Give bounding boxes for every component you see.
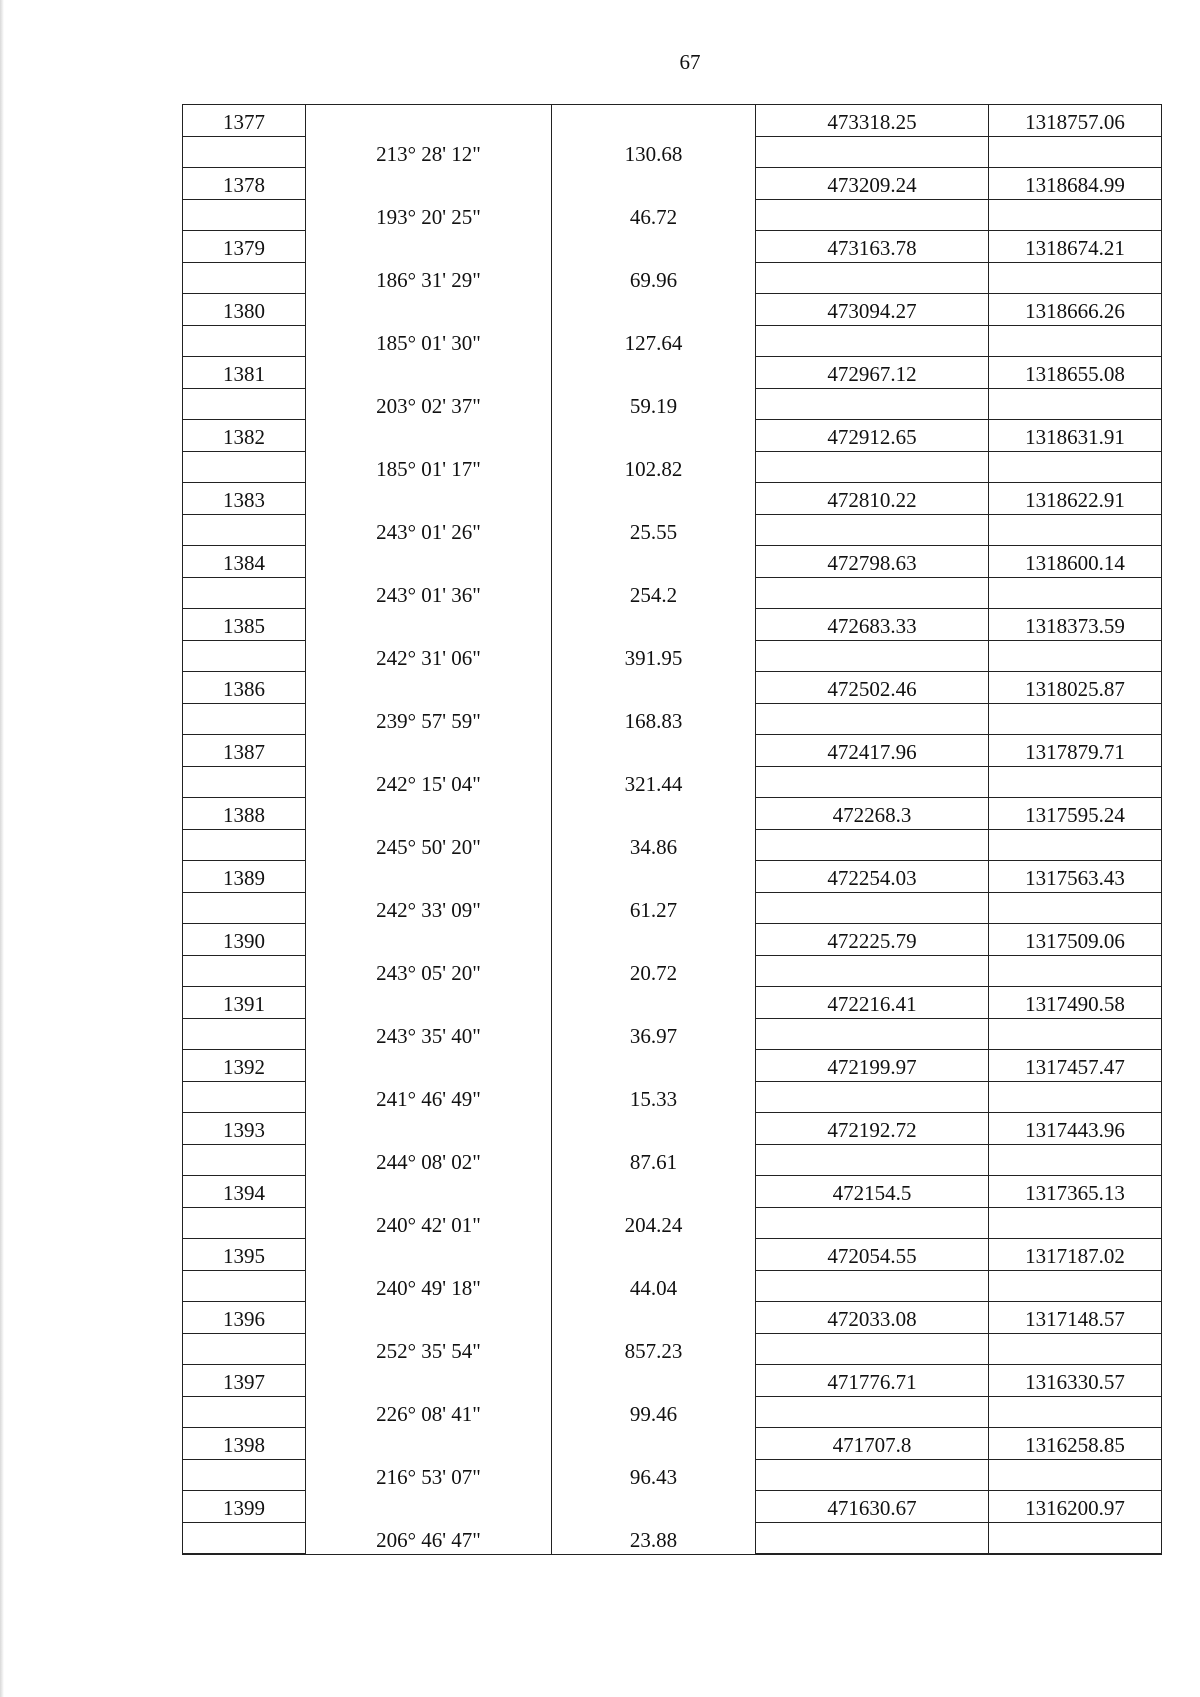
point-blank-cell	[183, 578, 305, 610]
x-coordinate-cell: 472192.72	[756, 1113, 988, 1145]
distance-blank-cell	[552, 672, 755, 704]
y-blank-cell	[989, 452, 1161, 484]
bearing-blank-cell	[306, 1491, 551, 1523]
y-coordinate-cell: 1318674.21	[989, 231, 1161, 263]
point-blank-cell	[183, 452, 305, 484]
bearing-cell: 245° 50' 20"	[376, 835, 481, 859]
point-blank-cell	[183, 1082, 305, 1114]
distance-blank-cell	[552, 861, 755, 893]
distance-blank-cell	[552, 1113, 755, 1145]
x-blank-cell	[756, 1397, 988, 1429]
x-blank-cell	[756, 263, 988, 295]
x-blank-cell	[756, 767, 988, 799]
x-blank-cell	[756, 1208, 988, 1240]
x-coordinate-cell: 471630.67	[756, 1491, 988, 1523]
distance-cell: 130.68	[624, 142, 683, 166]
x-blank-cell	[756, 326, 988, 358]
point-number-cell: 1381	[183, 357, 305, 389]
y-blank-cell	[989, 1145, 1161, 1177]
point-number-cell: 1396	[183, 1302, 305, 1334]
bearing-cell: 243° 01' 26"	[376, 520, 481, 544]
distance-blank-cell	[552, 105, 755, 137]
distance-blank-cell	[552, 231, 755, 263]
distance-cell: 321.44	[624, 772, 683, 796]
y-coordinate-cell: 1316258.85	[989, 1428, 1161, 1460]
point-number-cell: 1388	[183, 798, 305, 830]
bearing-cell: 193° 20' 25"	[376, 205, 481, 229]
bearing-blank-cell	[306, 546, 551, 578]
point-blank-cell	[183, 1019, 305, 1051]
x-coordinate-cell: 473163.78	[756, 231, 988, 263]
y-coordinate-cell: 1318631.91	[989, 420, 1161, 452]
distance-cell: 34.86	[629, 835, 678, 859]
y-coordinate-cell: 1318600.14	[989, 546, 1161, 578]
y-blank-cell	[989, 1082, 1161, 1114]
point-number-cell: 1387	[183, 735, 305, 767]
x-blank-cell	[756, 830, 988, 862]
y-blank-cell	[989, 200, 1161, 232]
x-blank-cell	[756, 1334, 988, 1366]
bearing-cell: 241° 46' 49"	[376, 1087, 481, 1111]
point-number-cell: 1386	[183, 672, 305, 704]
distance-cell: 127.64	[624, 331, 683, 355]
x-coordinate-cell: 472268.3	[756, 798, 988, 830]
x-blank-cell	[756, 515, 988, 547]
bearing-cell: 213° 28' 12"	[376, 142, 481, 166]
y-coordinate-cell: 1317879.71	[989, 735, 1161, 767]
y-coordinate-column	[989, 105, 1161, 1554]
bearing-blank-cell	[306, 861, 551, 893]
y-coordinate-cell: 1317490.58	[989, 987, 1161, 1019]
distance-blank-cell	[552, 1050, 755, 1082]
x-coordinate-cell: 472683.33	[756, 609, 988, 641]
point-blank-cell	[183, 137, 305, 169]
distance-blank-cell	[552, 294, 755, 326]
y-blank-cell	[989, 956, 1161, 988]
point-blank-cell	[183, 1334, 305, 1366]
bearing-blank-cell	[306, 735, 551, 767]
x-coordinate-cell: 473209.24	[756, 168, 988, 200]
bearing-cell: 185° 01' 30"	[376, 331, 481, 355]
y-blank-cell	[989, 1460, 1161, 1492]
y-blank-cell	[989, 1523, 1161, 1555]
distance-cell: 44.04	[629, 1276, 678, 1300]
y-blank-cell	[989, 641, 1161, 673]
bearing-cell: 242° 31' 06"	[376, 646, 481, 670]
x-coordinate-cell: 472502.46	[756, 672, 988, 704]
distance-blank-cell	[552, 987, 755, 1019]
y-coordinate-cell: 1317148.57	[989, 1302, 1161, 1334]
distance-blank-cell	[552, 1302, 755, 1334]
bearing-blank-cell	[306, 609, 551, 641]
point-blank-cell	[183, 830, 305, 862]
bearing-blank-cell	[306, 231, 551, 263]
y-coordinate-cell: 1317443.96	[989, 1113, 1161, 1145]
y-blank-cell	[989, 263, 1161, 295]
distance-cell: 46.72	[629, 205, 678, 229]
y-coordinate-cell: 1316200.97	[989, 1491, 1161, 1523]
point-number-cell: 1390	[183, 924, 305, 956]
x-coordinate-cell: 472417.96	[756, 735, 988, 767]
distance-blank-cell	[552, 1491, 755, 1523]
distance-blank-cell	[552, 1428, 755, 1460]
bearing-blank-cell	[306, 1302, 551, 1334]
distance-blank-cell	[552, 546, 755, 578]
point-blank-cell	[183, 263, 305, 295]
x-blank-cell	[756, 578, 988, 610]
bearing-cell: 216° 53' 07"	[376, 1465, 481, 1489]
y-coordinate-cell: 1318684.99	[989, 168, 1161, 200]
bearing-cell: 226° 08' 41"	[376, 1402, 481, 1426]
distance-cell: 59.19	[629, 394, 678, 418]
distance-cell: 23.88	[629, 1528, 678, 1552]
y-coordinate-cell: 1317457.47	[989, 1050, 1161, 1082]
distance-cell: 102.82	[624, 457, 683, 481]
y-blank-cell	[989, 1019, 1161, 1051]
distance-cell: 25.55	[629, 520, 678, 544]
x-blank-cell	[756, 452, 988, 484]
y-coordinate-cell: 1317187.02	[989, 1239, 1161, 1271]
bearing-blank-cell	[306, 1428, 551, 1460]
bearing-blank-cell	[306, 1050, 551, 1082]
point-blank-cell	[183, 893, 305, 925]
x-coordinate-cell: 472912.65	[756, 420, 988, 452]
point-number-column	[183, 105, 306, 1554]
point-number-cell: 1398	[183, 1428, 305, 1460]
point-blank-cell	[183, 1523, 305, 1555]
y-coordinate-cell: 1318666.26	[989, 294, 1161, 326]
point-number-cell: 1378	[183, 168, 305, 200]
x-blank-cell	[756, 389, 988, 421]
point-blank-cell	[183, 515, 305, 547]
distance-cell: 15.33	[629, 1087, 678, 1111]
y-blank-cell	[989, 1208, 1161, 1240]
bearing-cell: 206° 46' 47"	[376, 1528, 481, 1552]
scan-edge-shadow	[0, 0, 4, 1697]
table-columns	[183, 105, 1161, 1554]
point-blank-cell	[183, 389, 305, 421]
point-number-cell: 1383	[183, 483, 305, 515]
y-coordinate-cell: 1318373.59	[989, 609, 1161, 641]
point-number-cell: 1385	[183, 609, 305, 641]
point-blank-cell	[183, 326, 305, 358]
y-blank-cell	[989, 1334, 1161, 1366]
distance-blank-cell	[552, 357, 755, 389]
point-number-cell: 1397	[183, 1365, 305, 1397]
point-number-cell: 1384	[183, 546, 305, 578]
bearing-blank-cell	[306, 420, 551, 452]
y-blank-cell	[989, 515, 1161, 547]
x-blank-cell	[756, 1460, 988, 1492]
x-coordinate-cell: 472199.97	[756, 1050, 988, 1082]
distance-cell: 69.96	[629, 268, 678, 292]
y-coordinate-cell: 1317563.43	[989, 861, 1161, 893]
x-blank-cell	[756, 1523, 988, 1555]
x-blank-cell	[756, 956, 988, 988]
y-blank-cell	[989, 137, 1161, 169]
y-blank-cell	[989, 893, 1161, 925]
distance-blank-cell	[552, 924, 755, 956]
bearing-cell: 186° 31' 29"	[376, 268, 481, 292]
distance-blank-cell	[552, 483, 755, 515]
point-blank-cell	[183, 956, 305, 988]
y-blank-cell	[989, 1271, 1161, 1303]
x-coordinate-cell: 473094.27	[756, 294, 988, 326]
x-blank-cell	[756, 893, 988, 925]
bearing-blank-cell	[306, 105, 551, 137]
x-coordinate-cell: 472154.5	[756, 1176, 988, 1208]
y-coordinate-cell: 1316330.57	[989, 1365, 1161, 1397]
point-number-cell: 1389	[183, 861, 305, 893]
bearing-blank-cell	[306, 1365, 551, 1397]
x-coordinate-cell: 472798.63	[756, 546, 988, 578]
bearing-cell: 185° 01' 17"	[376, 457, 481, 481]
distance-cell: 61.27	[629, 898, 678, 922]
distance-cell: 204.24	[624, 1213, 683, 1237]
distance-blank-cell	[552, 420, 755, 452]
y-blank-cell	[989, 704, 1161, 736]
bearing-blank-cell	[306, 483, 551, 515]
y-coordinate-cell: 1318655.08	[989, 357, 1161, 389]
x-blank-cell	[756, 704, 988, 736]
y-coordinate-cell: 1317595.24	[989, 798, 1161, 830]
distance-blank-cell	[552, 1176, 755, 1208]
distance-cell: 254.2	[629, 583, 678, 607]
y-blank-cell	[989, 767, 1161, 799]
distance-blank-cell	[552, 1239, 755, 1271]
x-coordinate-cell: 472216.41	[756, 987, 988, 1019]
x-coordinate-cell: 472225.79	[756, 924, 988, 956]
point-number-cell: 1382	[183, 420, 305, 452]
bearing-blank-cell	[306, 357, 551, 389]
distance-cell: 168.83	[624, 709, 683, 733]
y-coordinate-cell: 1318025.87	[989, 672, 1161, 704]
bearing-cell: 252° 35' 54"	[376, 1339, 481, 1363]
x-coordinate-cell: 472033.08	[756, 1302, 988, 1334]
distance-cell: 857.23	[624, 1339, 683, 1363]
x-coordinate-cell: 471776.71	[756, 1365, 988, 1397]
bearing-blank-cell	[306, 1113, 551, 1145]
x-coordinate-cell: 472254.03	[756, 861, 988, 893]
distance-blank-cell	[552, 798, 755, 830]
bearing-cell: 203° 02' 37"	[376, 394, 481, 418]
bearing-cell: 240° 49' 18"	[376, 1276, 481, 1300]
coordinate-table	[182, 104, 1162, 1555]
bearing-cell: 242° 15' 04"	[376, 772, 481, 796]
y-coordinate-cell: 1318622.91	[989, 483, 1161, 515]
point-number-cell: 1380	[183, 294, 305, 326]
point-blank-cell	[183, 1397, 305, 1429]
x-coordinate-cell: 472810.22	[756, 483, 988, 515]
distance-cell: 36.97	[629, 1024, 678, 1048]
bearing-cell: 243° 35' 40"	[376, 1024, 481, 1048]
bearing-cell: 240° 42' 01"	[376, 1213, 481, 1237]
y-coordinate-cell: 1318757.06	[989, 105, 1161, 137]
distance-cell: 87.61	[629, 1150, 678, 1174]
distance-cell: 99.46	[629, 1402, 678, 1426]
bearing-cell: 242° 33' 09"	[376, 898, 481, 922]
bearing-blank-cell	[306, 1239, 551, 1271]
point-number-cell: 1395	[183, 1239, 305, 1271]
x-blank-cell	[756, 200, 988, 232]
x-coordinate-cell: 471707.8	[756, 1428, 988, 1460]
bearing-blank-cell	[306, 1176, 551, 1208]
distance-cell: 20.72	[629, 961, 678, 985]
y-blank-cell	[989, 578, 1161, 610]
x-blank-cell	[756, 137, 988, 169]
distance-blank-cell	[552, 609, 755, 641]
y-blank-cell	[989, 830, 1161, 862]
point-blank-cell	[183, 704, 305, 736]
distance-blank-cell	[552, 168, 755, 200]
x-blank-cell	[756, 1271, 988, 1303]
bearing-blank-cell	[306, 294, 551, 326]
bearing-blank-cell	[306, 924, 551, 956]
y-blank-cell	[989, 389, 1161, 421]
distance-blank-cell	[552, 1365, 755, 1397]
point-number-cell: 1394	[183, 1176, 305, 1208]
point-blank-cell	[183, 1208, 305, 1240]
distance-column	[552, 105, 756, 1554]
x-blank-cell	[756, 641, 988, 673]
bearing-blank-cell	[306, 987, 551, 1019]
point-number-cell: 1391	[183, 987, 305, 1019]
x-coordinate-column	[756, 105, 989, 1554]
bearing-blank-cell	[306, 168, 551, 200]
distance-cell: 96.43	[629, 1465, 678, 1489]
x-coordinate-cell: 472967.12	[756, 357, 988, 389]
y-coordinate-cell: 1317365.13	[989, 1176, 1161, 1208]
point-number-cell: 1393	[183, 1113, 305, 1145]
x-blank-cell	[756, 1082, 988, 1114]
bearing-cell: 244° 08' 02"	[376, 1150, 481, 1174]
distance-blank-cell	[552, 735, 755, 767]
bearing-cell: 239° 57' 59"	[376, 709, 481, 733]
point-blank-cell	[183, 1460, 305, 1492]
x-blank-cell	[756, 1145, 988, 1177]
x-blank-cell	[756, 1019, 988, 1051]
point-number-cell: 1379	[183, 231, 305, 263]
point-number-cell: 1399	[183, 1491, 305, 1523]
page-number: 67	[679, 50, 701, 74]
point-number-cell: 1392	[183, 1050, 305, 1082]
point-blank-cell	[183, 200, 305, 232]
bearing-blank-cell	[306, 672, 551, 704]
distance-cell: 391.95	[624, 646, 683, 670]
y-coordinate-cell: 1317509.06	[989, 924, 1161, 956]
point-blank-cell	[183, 1271, 305, 1303]
bearing-cell: 243° 01' 36"	[376, 583, 481, 607]
bearing-column	[306, 105, 552, 1554]
bearing-blank-cell	[306, 798, 551, 830]
point-blank-cell	[183, 767, 305, 799]
y-blank-cell	[989, 326, 1161, 358]
y-blank-cell	[989, 1397, 1161, 1429]
point-number-cell: 1377	[183, 105, 305, 137]
point-blank-cell	[183, 641, 305, 673]
point-blank-cell	[183, 1145, 305, 1177]
bearing-cell: 243° 05' 20"	[376, 961, 481, 985]
x-coordinate-cell: 472054.55	[756, 1239, 988, 1271]
x-coordinate-cell: 473318.25	[756, 105, 988, 137]
